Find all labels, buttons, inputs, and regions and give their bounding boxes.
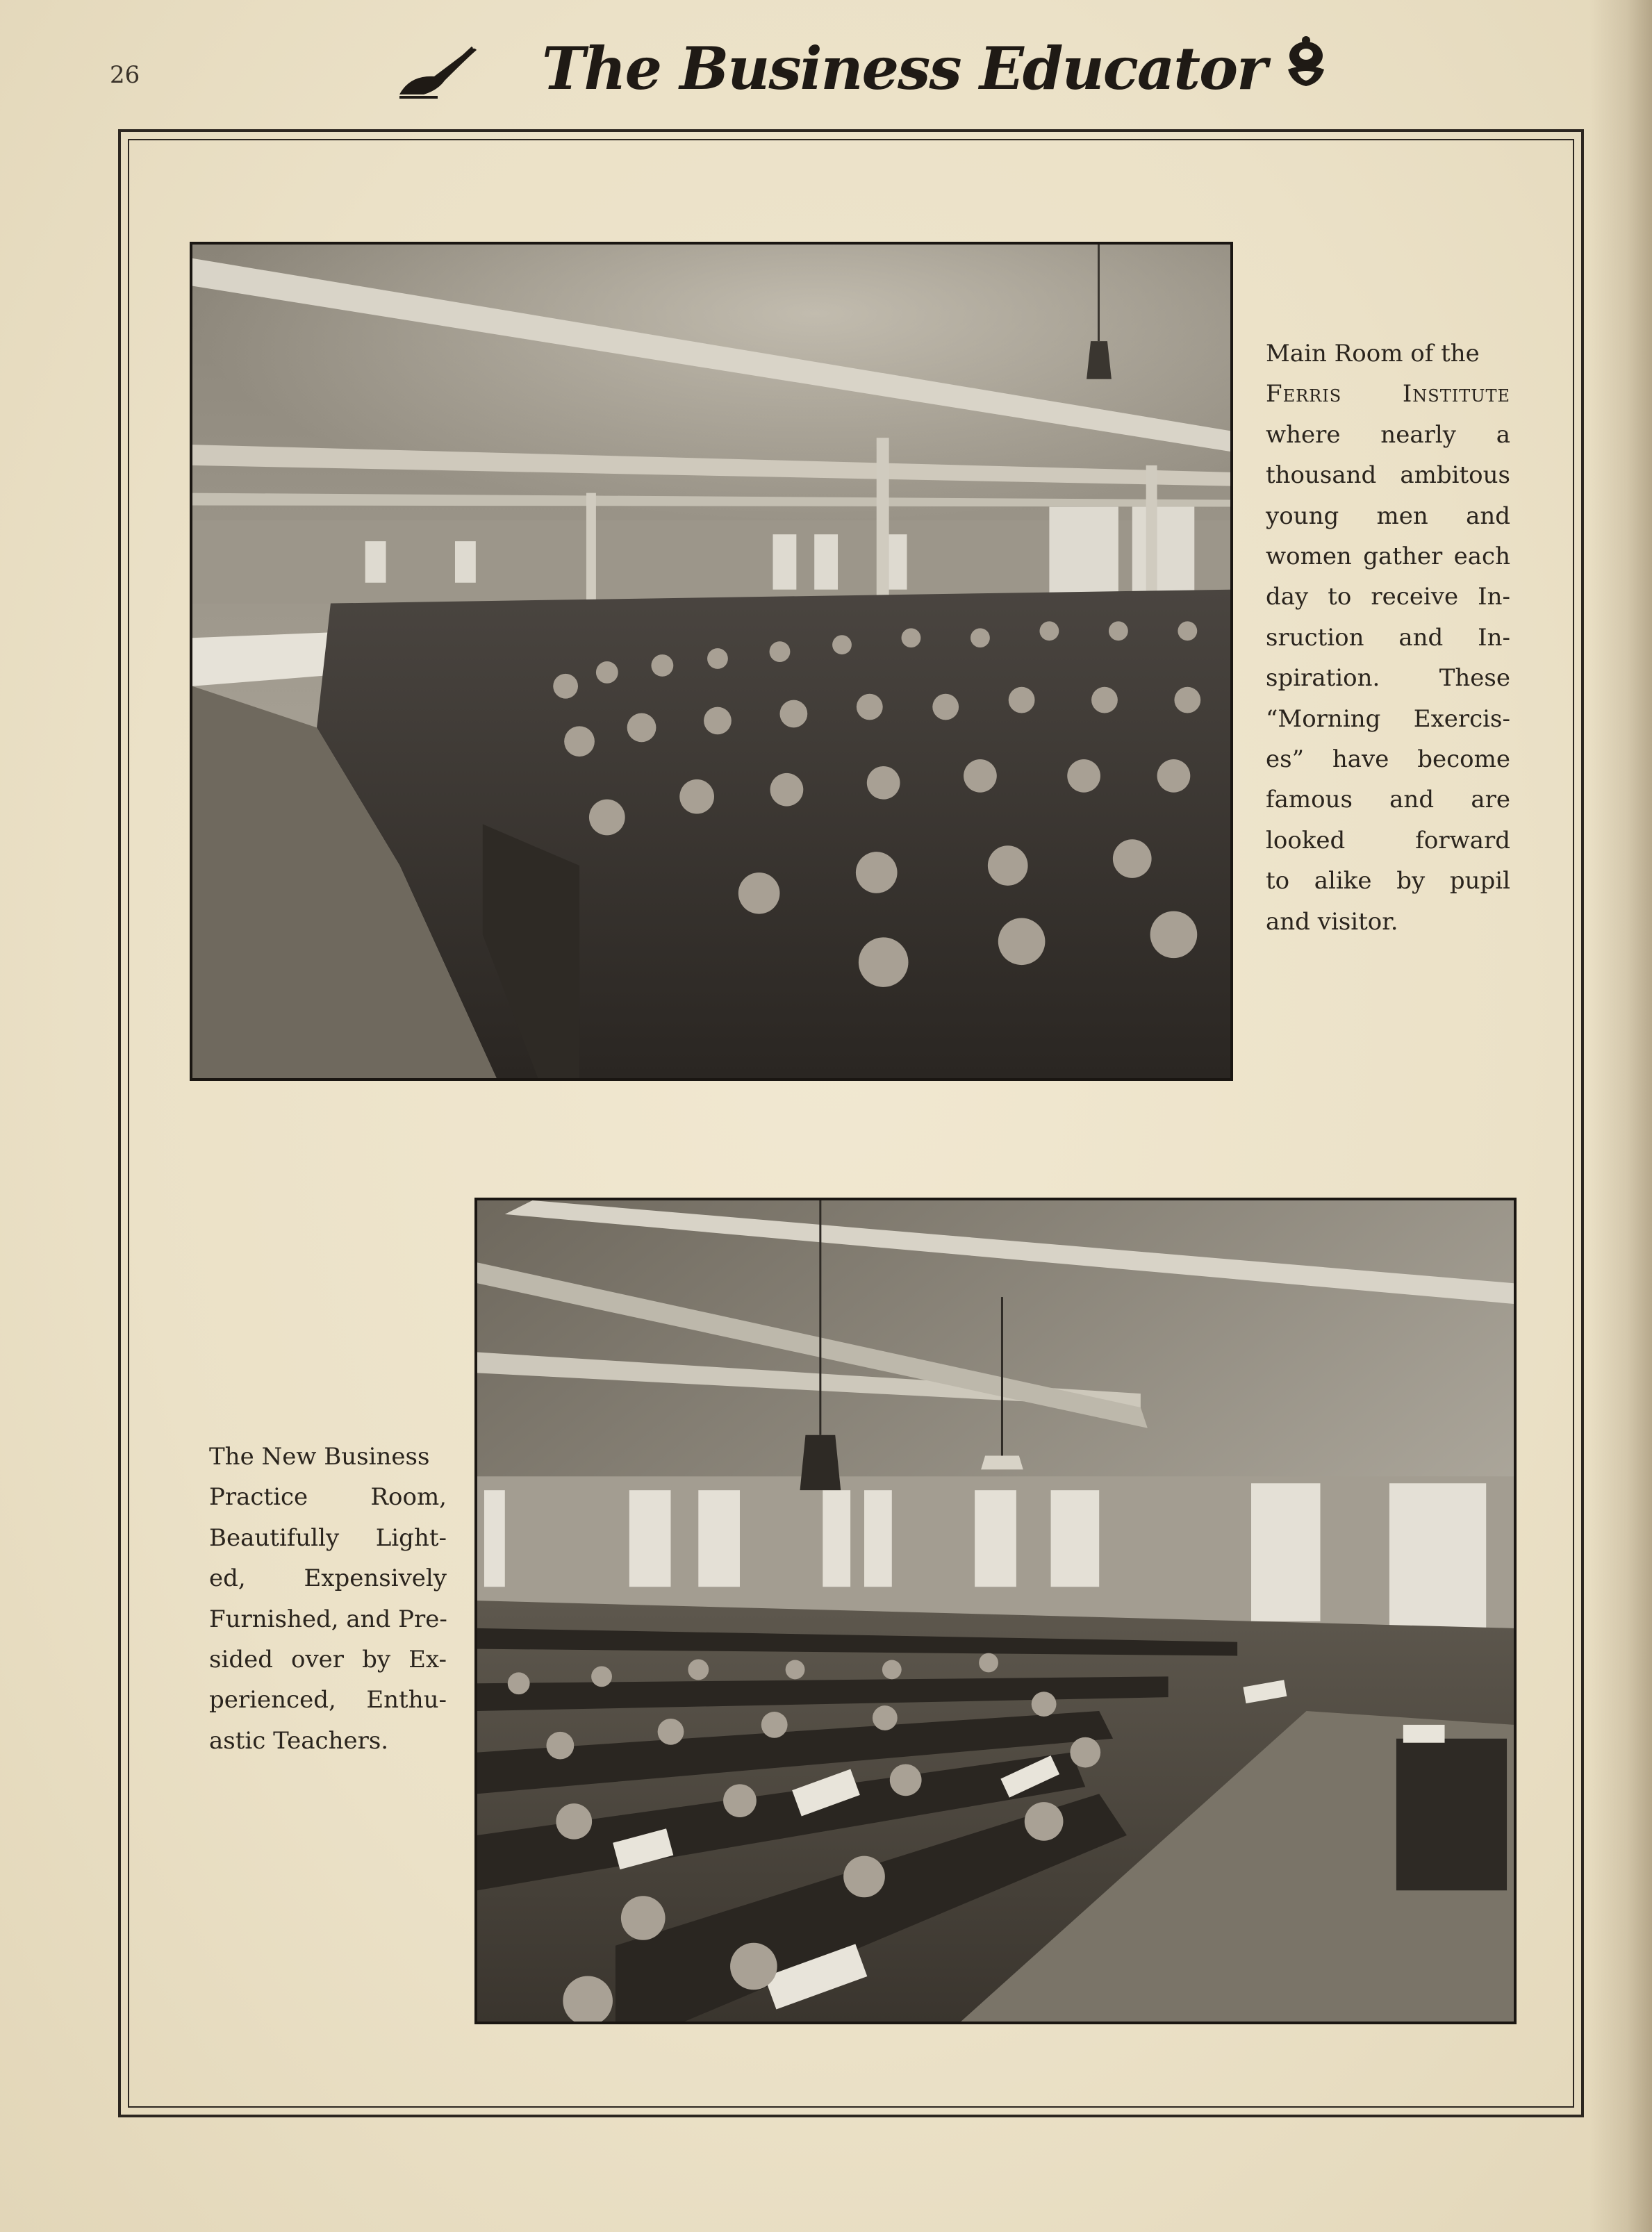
- caption-line: famous and are: [1266, 786, 1510, 814]
- caption-line: women gather each: [1266, 543, 1510, 571]
- caption-line: and visitor.: [1266, 907, 1398, 936]
- caption-line: looked forward: [1266, 826, 1510, 854]
- quill-icon: [396, 40, 479, 99]
- caption-line: sruction and In-: [1266, 623, 1510, 652]
- caption-line: “Morning Exercis-: [1266, 704, 1510, 733]
- caption-line: Practice Room,: [209, 1483, 447, 1512]
- caption-line: astic Teachers.: [209, 1726, 389, 1755]
- caption-line: ed, Expensively: [209, 1564, 447, 1593]
- page-number: 26: [110, 61, 140, 89]
- ornament-icon: [1278, 35, 1334, 90]
- masthead-title: The Business Educator: [542, 34, 1266, 103]
- caption-line: Ferris Institute: [1266, 380, 1510, 408]
- caption-line: day to receive In-: [1266, 583, 1510, 611]
- caption-line: es” have become: [1266, 745, 1510, 774]
- practice-room-caption: [209, 1437, 447, 1761]
- caption-line: sided over by Ex-: [209, 1646, 447, 1674]
- caption-line: spiration. These: [1266, 664, 1510, 693]
- main-room-caption: [1266, 333, 1510, 942]
- caption-line: The New Business: [209, 1443, 430, 1471]
- caption-line: Furnished, and Pre-: [209, 1605, 447, 1633]
- caption-line: thousand ambitous: [1266, 461, 1510, 490]
- caption-line: perienced, Enthu-: [209, 1686, 447, 1714]
- page-spine-shadow: [1589, 0, 1652, 2232]
- caption-line: Beautifully Light-: [209, 1523, 447, 1552]
- caption-line: Main Room of the: [1266, 340, 1480, 367]
- caption-line: to alike by pupil: [1266, 867, 1510, 895]
- caption-line: young men and: [1266, 502, 1510, 530]
- caption-line: where nearly a: [1266, 420, 1510, 449]
- practice-room-photo: [474, 1198, 1517, 2024]
- main-room-photo: [190, 242, 1233, 1081]
